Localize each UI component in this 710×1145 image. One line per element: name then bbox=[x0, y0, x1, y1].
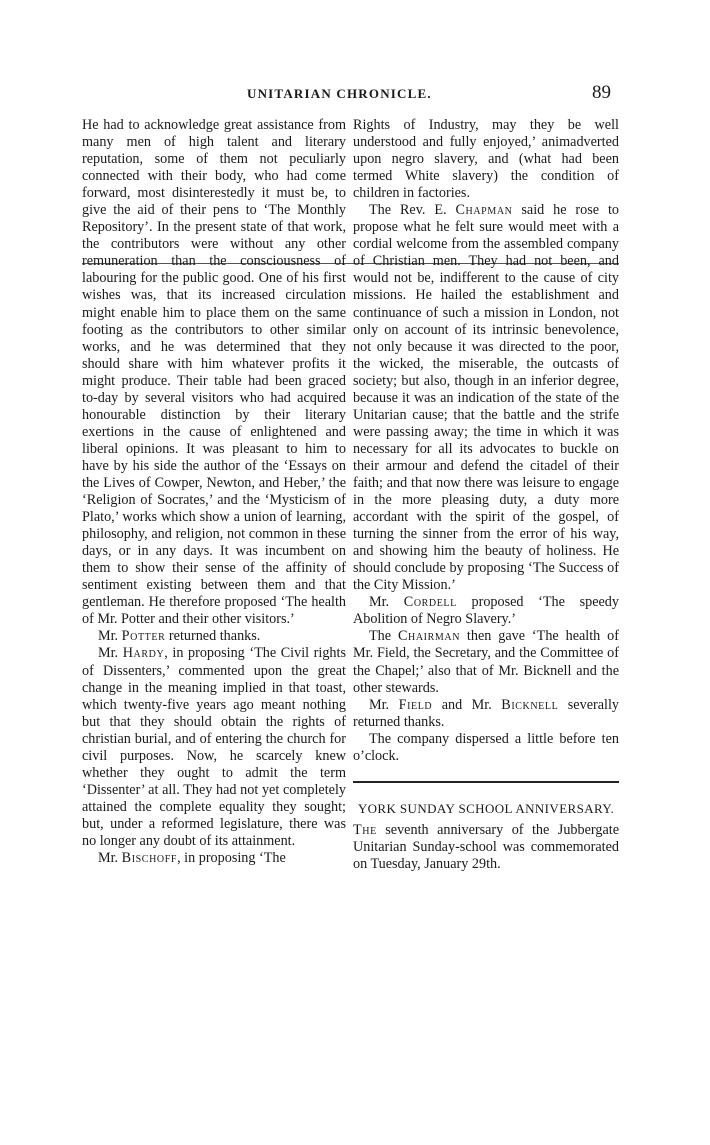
speaker-name: Bischoff bbox=[121, 850, 178, 867]
speaker-name: Potter bbox=[121, 628, 166, 645]
running-title: UNITARIAN CHRONICLE. bbox=[247, 86, 432, 101]
text: Mr. bbox=[98, 628, 122, 645]
text: Mr. bbox=[369, 594, 404, 611]
paragraph bbox=[353, 202, 619, 594]
paragraph bbox=[82, 628, 346, 645]
paragraph bbox=[353, 628, 619, 696]
text: The Rev. E. bbox=[369, 202, 456, 219]
running-header bbox=[0, 82, 710, 108]
text: , in proposing ‘The bbox=[177, 850, 286, 867]
speaker-name: Chapman bbox=[455, 202, 513, 219]
paragraph bbox=[353, 594, 619, 628]
speaker-name: Cordell bbox=[403, 594, 457, 611]
paragraph bbox=[82, 645, 346, 850]
speaker-name: Chairman bbox=[397, 628, 461, 645]
text: Mr. bbox=[98, 645, 123, 662]
text: Mr. bbox=[98, 850, 122, 867]
text: severally returned thanks. bbox=[353, 696, 619, 730]
page-number: 89 bbox=[592, 82, 611, 103]
paragraph: The company dispersed a little before ten o’clock. bbox=[353, 730, 619, 764]
speaker-name: Bicknell bbox=[501, 696, 559, 713]
text: The bbox=[369, 628, 398, 645]
lead-word: The bbox=[353, 821, 377, 838]
section-divider bbox=[353, 781, 619, 783]
paragraph bbox=[353, 697, 619, 731]
paragraph bbox=[82, 850, 346, 867]
left-column bbox=[82, 117, 346, 867]
speaker-name: Field bbox=[398, 696, 433, 713]
paragraph: He had to acknowledge great assistance from many men of high talent and literary reputation, some of them not peculiarly connected with their body, who had come forward, most disinterestedly it must be, to give the aid of their pens to ‘The Monthly Repository’. In the present state of that work, the contributors were without any other remuneration than the consciousness of labouring for the public good. One of his first wishes was, that its increased circulation might enable him to place them on the same footing as the contributors to other similar works, and he was determined that they should share with him whatever profits it might produce. Their table had been graced to-day by several visitors who had acquired honourable distinction by their literary exertions in the cause of enlightened and liberal opinions. It was pleasant to him to have by his side the author of the ‘Essays on the Lives of Cowper, Newton, and Heber,’ the ‘Religion of Socrates,’ and the ‘Mysticism of Plato,’ works which show a union of learning, philosophy, and religion, not common in these days, or in any days. It was incumbent on them to show their sense of the affinity of sentiment existing between them and that gentleman. He therefore proposed ‘The health of Mr. Potter and their other visitors.’ bbox=[82, 117, 346, 628]
text: proposed ‘The speedy Abolition of Negro Slavery.’ bbox=[353, 594, 619, 628]
section-title: YORK SUNDAY SCHOOL ANNIVERSARY. bbox=[357, 800, 615, 816]
text: and Mr. bbox=[432, 696, 502, 713]
speaker-name: Hardy bbox=[122, 645, 165, 662]
text: said he rose to propose what he felt sure would meet with a cordial welcome from the assembled company of Christian men. They had not been, and would not be, indifferent to the cause of city missions. He hailed the establishment and continuance of such a mission in London, not only on account of its intrinsic benevolence, not only because it was directed to the poor, the wicked, the miserable, the outcasts of society; but also, though in an inferior degree, because it was an indication of the state of the Unitarian cause; that the battle and the strife were passing away; the time in which it was necessary for all its advocates to buckle on their armour and defend the citadel of their faith; and that now there was leisure to engage in the more pleasing duty, a duty more accordant with the spirit of the gospel, of turning the sinner from the error of his way, and showing him the beauty of holiness. He should conclude by proposing ‘The Success of the City Mission.’ bbox=[353, 202, 620, 594]
right-column bbox=[353, 117, 619, 873]
text: , in proposing ‘The Civil rights of Dissenters,’ commented upon the great change in the meaning implied in that toast, which twenty-five years ago meant nothing but that they should obtain the rights of christian burial, and of entering the church for civil purposes. Now, he scarcely knew whether they ought to admit the term ‘Dissenter’ at all. They had not yet completely attained the complete equality they sought; but, under a reformed legislature, there was no longer any doubt of its attainment. bbox=[82, 645, 346, 849]
text: returned thanks. bbox=[165, 628, 261, 645]
paragraph bbox=[353, 822, 619, 873]
text: Mr. bbox=[369, 696, 399, 713]
text: seventh anniversary of the Jubbergate Unitarian Sunday-school was commemorated on Tuesday, January 29th. bbox=[353, 821, 619, 872]
text: then gave ‘The health of Mr. Field, the Secretary, and the Committee of the Chapel;’ also that of Mr. Bicknell and the other stewards. bbox=[353, 628, 619, 696]
paragraph: Rights of Industry, may they be well understood and fully enjoyed,’ animadverted upon negro slavery, and (what had been termed White slavery) the condition of children in factories. bbox=[353, 117, 619, 202]
